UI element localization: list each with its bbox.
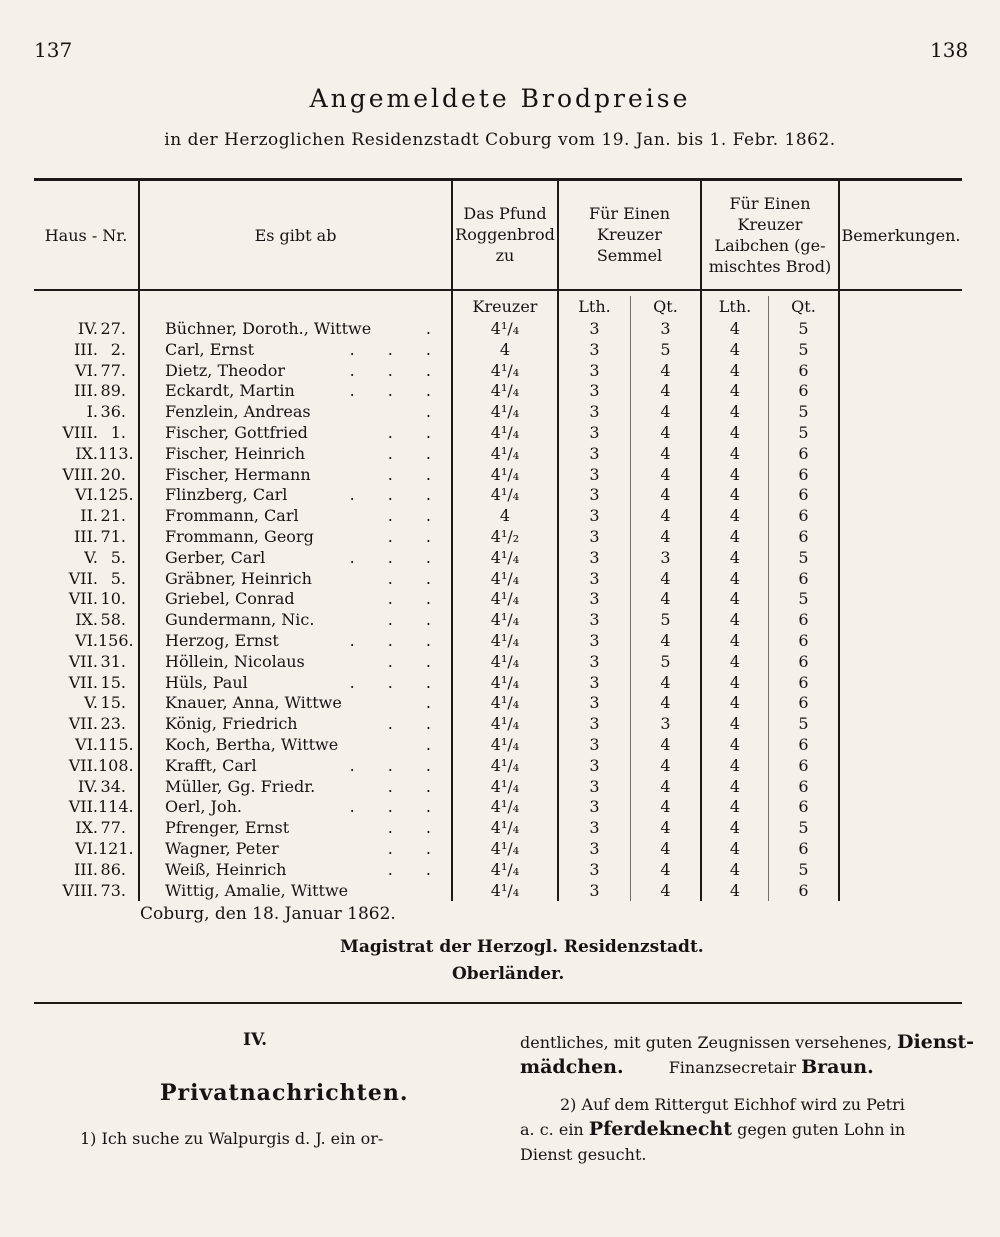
row-district: IV.	[77, 776, 98, 796]
row-semmel-qt: 4	[660, 568, 671, 588]
row-semmel-lth: 3	[589, 776, 600, 796]
row-semmel-qt: 4	[660, 423, 671, 442]
row-semmel-qt: 4	[660, 776, 671, 796]
row-semmel-lth: 3	[589, 610, 600, 630]
row-leader-dots: . .	[387, 506, 445, 526]
row-roggenbrod: 4¹/₄	[490, 693, 520, 713]
row-number: 10.	[100, 589, 126, 609]
row-semmel-lth: 3	[589, 651, 600, 671]
row-semmel-qt: 4	[660, 464, 671, 484]
row-district: VII.	[68, 714, 98, 734]
unit-laib-qt: Qt.	[791, 297, 816, 316]
unit-semmel-lth: Lth.	[578, 297, 611, 316]
row-semmel-lth: 3	[589, 693, 600, 713]
row-number: 20.	[100, 464, 126, 484]
row-roggenbrod: 4¹/₄	[490, 443, 520, 463]
page-subtitle: in der Herzoglichen Residenzstadt Coburg vom 19. Jan. bis 1. Febr. 1862.	[164, 130, 836, 150]
row-name: Gerber, Carl	[165, 547, 266, 567]
row-laib-qt: 5	[798, 589, 809, 609]
row-laib-lth: 4	[729, 610, 741, 630]
row-laib-qt: 5	[798, 714, 809, 734]
ad-2: 2) Auf dem Rittergut Eichhof wird zu Petri a. c. ein Pferdeknecht gegen guten Lohn in Dienst gesucht.	[520, 1095, 906, 1164]
row-laib-lth: 4	[729, 776, 741, 796]
row-semmel-qt: 4	[660, 527, 671, 546]
row-roggenbrod: 4¹/₄	[490, 485, 520, 505]
row-semmel-lth: 3	[589, 631, 600, 650]
row-number: 86.	[100, 859, 126, 879]
row-laib-qt: 6	[798, 527, 809, 546]
row-number: 113.	[98, 443, 134, 463]
row-semmel-qt: 4	[660, 818, 671, 838]
row-roggenbrod: 4¹/₄	[490, 423, 520, 442]
row-roggenbrod: 4¹/₄	[490, 797, 520, 817]
authority: Magistrat der Herzogl. Residenzstadt.	[340, 937, 704, 957]
row-number: 5.	[110, 568, 126, 588]
row-semmel-qt: 5	[660, 610, 671, 630]
row-leader-dots: . .	[387, 651, 445, 671]
row-leader-dots: . .	[387, 464, 445, 484]
row-name: Fischer, Heinrich	[165, 443, 306, 463]
row-name: Gräbner, Heinrich	[165, 568, 312, 588]
row-leader-dots: .	[425, 735, 445, 754]
row-semmel-qt: 3	[660, 319, 671, 338]
row-laib-qt: 6	[798, 360, 809, 380]
row-name: Flinzberg, Carl	[165, 485, 288, 505]
row-name: Höllein, Nicolaus	[165, 651, 305, 671]
row-district: VI.	[75, 735, 98, 754]
row-semmel-lth: 3	[589, 735, 600, 754]
row-semmel-qt: 4	[660, 693, 671, 713]
row-semmel-lth: 3	[589, 672, 600, 692]
header-laibchen: Für Einen Kreuzer Laibchen (ge- mischtes Brod)	[708, 194, 832, 276]
row-laib-lth: 4	[729, 339, 741, 359]
row-district: V.	[84, 693, 98, 713]
table-header-rule	[34, 289, 962, 291]
row-name: Herzog, Ernst	[165, 631, 279, 650]
row-number: 71.	[100, 527, 126, 546]
row-semmel-lth: 3	[589, 797, 600, 817]
row-leader-dots: . .	[387, 714, 445, 734]
row-laib-lth: 4	[729, 818, 741, 838]
row-roggenbrod: 4¹/₄	[490, 776, 520, 796]
row-semmel-lth: 3	[589, 589, 600, 609]
row-laib-lth: 4	[729, 839, 741, 858]
row-roggenbrod: 4¹/₄	[490, 880, 520, 900]
ad-1-continued: dentliches, mit guten Zeugnissen versehenes, Dienst- mädchen. Finanzsecretair Braun.	[520, 1031, 975, 1078]
row-district: VI.	[75, 360, 98, 380]
row-semmel-lth: 3	[589, 859, 600, 879]
row-number: 2.	[110, 339, 126, 359]
row-number: 36.	[100, 402, 126, 422]
row-semmel-qt: 4	[660, 443, 671, 463]
row-semmel-qt: 3	[660, 547, 671, 567]
row-number: 21.	[100, 506, 126, 526]
row-roggenbrod: 4¹/₄	[490, 381, 520, 401]
row-laib-qt: 6	[798, 735, 809, 754]
row-leader-dots: . . .	[349, 485, 445, 505]
row-leader-dots: . . .	[349, 755, 445, 775]
row-leader-dots: . .	[387, 568, 445, 588]
row-laib-lth: 4	[729, 714, 741, 734]
row-laib-qt: 6	[798, 568, 809, 588]
row-name: Fischer, Hermann	[165, 464, 311, 484]
page-title: Angemeldete Brodpreise	[309, 84, 691, 113]
row-district: III.	[73, 339, 98, 359]
row-number: 58.	[100, 610, 126, 630]
row-roggenbrod: 4¹/₄	[490, 610, 520, 630]
row-number: 31.	[100, 651, 126, 671]
row-semmel-qt: 4	[660, 360, 671, 380]
row-leader-dots: .	[425, 693, 445, 713]
row-name: Griebel, Conrad	[165, 589, 295, 609]
header-haus-nr: Haus - Nr.	[44, 226, 128, 245]
row-district: VIII.	[62, 880, 98, 900]
row-semmel-lth: 3	[589, 818, 600, 838]
row-number: 89.	[100, 381, 126, 401]
row-district: VII.	[68, 589, 98, 609]
row-semmel-qt: 4	[660, 381, 671, 401]
column-divider	[138, 181, 140, 901]
row-district: IX.	[75, 443, 98, 463]
row-laib-lth: 4	[729, 506, 741, 526]
row-number: 125.	[98, 485, 134, 505]
row-semmel-qt: 4	[660, 485, 671, 505]
row-laib-lth: 4	[729, 693, 741, 713]
row-roggenbrod: 4¹/₂	[490, 527, 520, 546]
row-roggenbrod: 4¹/₄	[490, 651, 520, 671]
row-semmel-lth: 3	[589, 443, 600, 463]
row-name: Dietz, Theodor	[165, 360, 286, 380]
row-laib-lth: 4	[729, 319, 741, 338]
row-name: Büchner, Doroth., Wittwe	[165, 319, 372, 338]
row-roggenbrod: 4¹/₄	[490, 859, 520, 879]
row-semmel-lth: 3	[589, 423, 600, 442]
table-top-rule	[34, 178, 962, 181]
row-laib-qt: 5	[798, 423, 809, 442]
row-leader-dots: . .	[387, 839, 445, 858]
row-leader-dots: . . .	[349, 360, 445, 380]
row-leader-dots: . .	[387, 443, 445, 463]
row-name: Koch, Bertha, Wittwe	[165, 735, 339, 754]
row-laib-lth: 4	[729, 672, 741, 692]
row-name: Eckardt, Martin	[165, 381, 295, 401]
row-laib-lth: 4	[729, 423, 741, 442]
row-semmel-lth: 3	[589, 527, 600, 546]
row-laib-qt: 6	[798, 485, 809, 505]
row-district: VI.	[75, 485, 98, 505]
row-district: VII.	[68, 568, 98, 588]
row-roggenbrod: 4¹/₄	[490, 672, 520, 692]
row-roggenbrod: 4¹/₄	[490, 319, 520, 338]
row-number: 121.	[98, 839, 134, 858]
row-semmel-qt: 4	[660, 797, 671, 817]
row-semmel-lth: 3	[589, 839, 600, 858]
page-number-right: 138	[930, 38, 969, 62]
row-roggenbrod: 4¹/₄	[490, 735, 520, 754]
row-leader-dots: . . .	[349, 797, 445, 817]
row-number: 15.	[100, 672, 126, 692]
row-laib-lth: 4	[729, 443, 741, 463]
row-semmel-lth: 3	[589, 319, 600, 338]
row-laib-lth: 4	[729, 631, 741, 650]
ad-1-start: 1) Ich suche zu Walpurgis d. J. ein or-	[80, 1129, 384, 1148]
row-semmel-qt: 4	[660, 859, 671, 879]
row-laib-lth: 4	[729, 381, 741, 401]
row-laib-qt: 6	[798, 443, 809, 463]
row-laib-qt: 5	[798, 818, 809, 838]
row-name: König, Friedrich	[165, 714, 298, 734]
row-leader-dots: . .	[387, 776, 445, 796]
row-district: III.	[73, 381, 98, 401]
row-laib-lth: 4	[729, 464, 741, 484]
row-leader-dots: . . .	[349, 547, 445, 567]
row-laib-lth: 4	[729, 527, 741, 546]
row-semmel-lth: 3	[589, 880, 600, 900]
row-district: IX.	[75, 610, 98, 630]
row-number: 5.	[110, 547, 126, 567]
row-name: Gundermann, Nic.	[165, 610, 315, 630]
row-leader-dots: .	[425, 319, 445, 338]
row-roggenbrod: 4¹/₄	[490, 839, 520, 858]
row-leader-dots: . .	[387, 818, 445, 838]
row-semmel-qt: 4	[660, 672, 671, 692]
row-leader-dots: . .	[387, 589, 445, 609]
unit-kreuzer: Kreuzer	[472, 297, 538, 316]
row-district: VI.	[75, 631, 98, 650]
row-number: 77.	[100, 818, 126, 838]
row-number: 108.	[98, 755, 134, 775]
row-laib-lth: 4	[729, 859, 741, 879]
row-semmel-lth: 3	[589, 755, 600, 775]
row-roggenbrod: 4	[499, 506, 511, 526]
row-roggenbrod: 4¹/₄	[490, 464, 520, 484]
row-semmel-lth: 3	[589, 402, 600, 422]
row-name: Müller, Gg. Friedr.	[165, 776, 316, 796]
row-leader-dots: . . .	[349, 381, 445, 401]
row-roggenbrod: 4¹/₄	[490, 818, 520, 838]
row-name: Wittig, Amalie, Wittwe	[165, 880, 349, 900]
row-semmel-qt: 4	[660, 880, 671, 900]
row-leader-dots: . . .	[349, 631, 445, 650]
row-roggenbrod: 4¹/₄	[490, 631, 520, 650]
row-name: Knauer, Anna, Wittwe	[165, 693, 342, 713]
row-semmel-qt: 5	[660, 339, 671, 359]
row-laib-qt: 5	[798, 547, 809, 567]
row-semmel-lth: 3	[589, 714, 600, 734]
row-laib-qt: 6	[798, 610, 809, 630]
row-name: Fenzlein, Andreas	[165, 402, 311, 422]
row-roggenbrod: 4¹/₄	[490, 360, 520, 380]
row-leader-dots: . .	[387, 423, 445, 442]
row-laib-qt: 5	[798, 319, 809, 338]
row-district: VIII.	[62, 423, 98, 442]
row-laib-qt: 6	[798, 693, 809, 713]
header-semmel: Für Einen Kreuzer Semmel	[588, 204, 670, 265]
row-leader-dots: .	[425, 402, 445, 422]
row-roggenbrod: 4¹/₄	[490, 547, 520, 567]
row-leader-dots: . . .	[349, 672, 445, 692]
row-laib-qt: 6	[798, 631, 809, 650]
row-laib-qt: 5	[798, 339, 809, 359]
row-laib-qt: 6	[798, 381, 809, 401]
header-name: Es gibt ab	[254, 226, 337, 245]
row-number: 115.	[98, 735, 134, 754]
row-laib-qt: 6	[798, 464, 809, 484]
row-name: Pfrenger, Ernst	[165, 818, 290, 838]
row-semmel-lth: 3	[589, 464, 600, 484]
row-laib-lth: 4	[729, 735, 741, 754]
row-laib-qt: 6	[798, 506, 809, 526]
row-semmel-qt: 4	[660, 735, 671, 754]
row-district: I.	[86, 402, 98, 422]
row-name: Oerl, Joh.	[165, 797, 242, 817]
signature: Oberländer.	[452, 964, 565, 984]
row-number: 27.	[100, 319, 126, 338]
header-bemerkungen: Bemerkungen.	[841, 226, 961, 245]
row-semmel-lth: 3	[589, 568, 600, 588]
row-district: III.	[73, 859, 98, 879]
row-semmel-qt: 4	[660, 402, 671, 422]
row-semmel-lth: 3	[589, 485, 600, 505]
row-district: IX.	[75, 818, 98, 838]
row-number: 156.	[98, 631, 134, 650]
row-name: Fischer, Gottfried	[165, 423, 308, 442]
row-number: 73.	[100, 880, 126, 900]
row-leader-dots: . . .	[349, 339, 445, 359]
row-laib-qt: 6	[798, 880, 809, 900]
row-district: VI.	[75, 839, 98, 858]
row-name: Carl, Ernst	[165, 339, 254, 359]
row-laib-qt: 6	[798, 839, 809, 858]
row-roggenbrod: 4¹/₄	[490, 589, 520, 609]
row-semmel-qt: 4	[660, 839, 671, 858]
row-roggenbrod: 4¹/₄	[490, 568, 520, 588]
row-district: VII.	[68, 755, 98, 775]
section-heading: Privatnachrichten.	[160, 1080, 409, 1106]
row-laib-qt: 6	[798, 776, 809, 796]
row-semmel-qt: 5	[660, 651, 671, 671]
page-number-left: 137	[34, 38, 73, 62]
row-number: 23.	[100, 714, 126, 734]
row-district: VII.	[68, 672, 98, 692]
row-laib-qt: 5	[798, 402, 809, 422]
row-laib-lth: 4	[729, 797, 741, 817]
header-roggenbrod: Das Pfund Roggenbrod zu	[455, 204, 555, 265]
row-name: Weiß, Heinrich	[165, 859, 287, 879]
column-divider	[838, 181, 840, 901]
section-number: IV.	[243, 1030, 268, 1050]
row-laib-qt: 6	[798, 672, 809, 692]
row-number: 114.	[98, 797, 134, 817]
row-name: Frommann, Carl	[165, 506, 299, 526]
row-laib-lth: 4	[729, 360, 741, 380]
row-number: 1.	[110, 423, 126, 442]
row-district: IV.	[77, 319, 98, 338]
row-leader-dots: . .	[387, 527, 445, 546]
row-laib-lth: 4	[729, 651, 741, 671]
row-laib-qt: 6	[798, 651, 809, 671]
unit-laib-lth: Lth.	[718, 297, 752, 316]
row-laib-qt: 5	[798, 859, 809, 879]
row-district: II.	[80, 506, 98, 526]
row-laib-lth: 4	[729, 880, 741, 900]
row-laib-lth: 4	[729, 755, 741, 775]
row-laib-qt: 6	[798, 797, 809, 817]
unit-semmel-qt: Qt.	[653, 297, 678, 316]
row-name: Krafft, Carl	[165, 755, 257, 775]
row-laib-lth: 4	[729, 547, 741, 567]
row-semmel-qt: 4	[660, 589, 671, 609]
row-laib-lth: 4	[729, 485, 741, 505]
row-number: 77.	[100, 360, 126, 380]
row-semmel-lth: 3	[589, 339, 600, 359]
row-roggenbrod: 4	[499, 339, 511, 359]
row-semmel-lth: 3	[589, 547, 600, 567]
place-date: Coburg, den 18. Januar 1862.	[140, 904, 396, 924]
row-district: VII.	[68, 651, 98, 671]
row-semmel-lth: 3	[589, 381, 600, 401]
row-laib-qt: 6	[798, 755, 809, 775]
row-semmel-qt: 4	[660, 506, 671, 526]
row-district: VII.	[68, 797, 98, 817]
row-district: III.	[73, 527, 98, 546]
row-district: VIII.	[62, 464, 98, 484]
row-semmel-qt: 3	[660, 714, 671, 734]
row-semmel-lth: 3	[589, 360, 600, 380]
row-number: 15.	[100, 693, 126, 713]
row-semmel-lth: 3	[589, 506, 600, 526]
row-name: Wagner, Peter	[165, 839, 279, 858]
row-semmel-qt: 4	[660, 755, 671, 775]
row-leader-dots: . .	[387, 610, 445, 630]
row-number: 34.	[100, 776, 126, 796]
row-roggenbrod: 4¹/₄	[490, 755, 520, 775]
row-roggenbrod: 4¹/₄	[490, 714, 520, 734]
row-laib-lth: 4	[729, 589, 741, 609]
row-name: Frommann, Georg	[165, 527, 314, 546]
row-laib-lth: 4	[729, 402, 741, 422]
row-leader-dots: . .	[387, 859, 445, 879]
row-district: V.	[84, 547, 98, 567]
row-semmel-qt: 4	[660, 631, 671, 650]
section-rule	[34, 1002, 962, 1004]
row-roggenbrod: 4¹/₄	[490, 402, 520, 422]
row-laib-lth: 4	[729, 568, 741, 588]
row-name: Hüls, Paul	[165, 672, 248, 692]
